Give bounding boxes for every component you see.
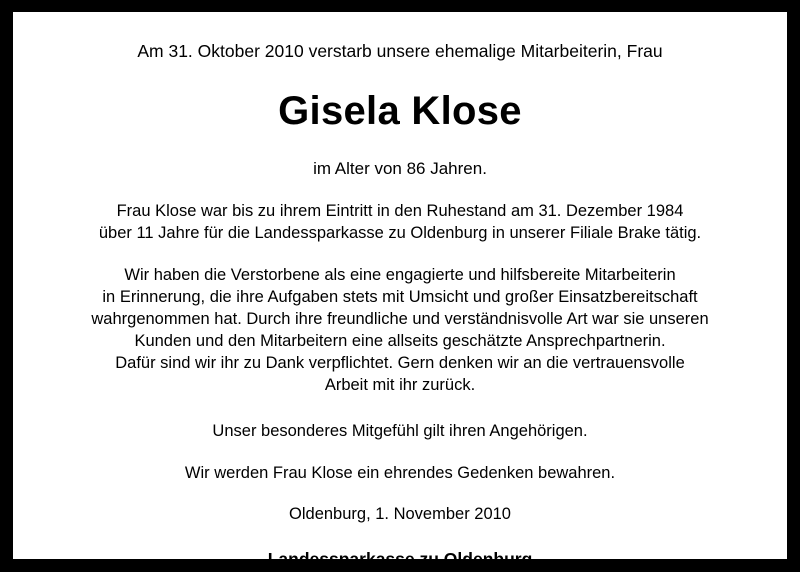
intro-text: Am 31. Oktober 2010 verstarb unsere ehemalige Mitarbeiterin, Frau (137, 41, 663, 61)
age-text: im Alter von 86 Jahren. (313, 159, 487, 179)
obituary-notice (13, 12, 787, 570)
sympathy-text: Unser besonderes Mitgefühl gilt ihren Angehörigen. (212, 421, 588, 440)
tribute-paragraph-line-2: in Erinnerung, die ihre Aufgaben stets mit Umsicht und großer Einsatzbereitschaft (102, 287, 698, 306)
employment-paragraph-line-2: über 11 Jahre für die Landessparkasse zu Oldenburg in unserer Filiale Brake tätig. (98, 224, 702, 242)
employment-paragraph-line-1: Frau Klose war bis zu ihrem Eintritt in den Ruhestand am 31. Dezember 1984 (116, 202, 684, 221)
tribute-paragraph (91, 265, 708, 397)
place-and-date: Oldenburg, 1. November 2010 (289, 505, 511, 524)
tribute-paragraph-line-1: Wir haben die Verstorbene als eine engagierte und hilfsbereite Mitarbeiterin (124, 265, 676, 284)
remembrance-text: Wir werden Frau Klose ein ehrendes Gedenken bewahren. (184, 463, 616, 482)
tribute-paragraph-line-3: wahrgenommen hat. Durch ihre freundliche und verständnisvolle Art war sie unseren (91, 309, 709, 328)
deceased-name: Gisela Klose (278, 89, 522, 134)
tribute-paragraph-line-4: Kunden und den Mitarbeitern eine allseits geschätzte Ansprechpartnerin. (134, 331, 666, 350)
tribute-paragraph-line-5: Dafür sind wir ihr zu Dank verpflichtet. Gern denken wir an die vertrauensvolle (115, 353, 685, 372)
tribute-paragraph-line-6: Arbeit mit ihr zurück. (324, 375, 476, 394)
employment-paragraph (99, 201, 701, 245)
signature-organization: Landessparkasse zu Oldenburg (267, 549, 533, 570)
